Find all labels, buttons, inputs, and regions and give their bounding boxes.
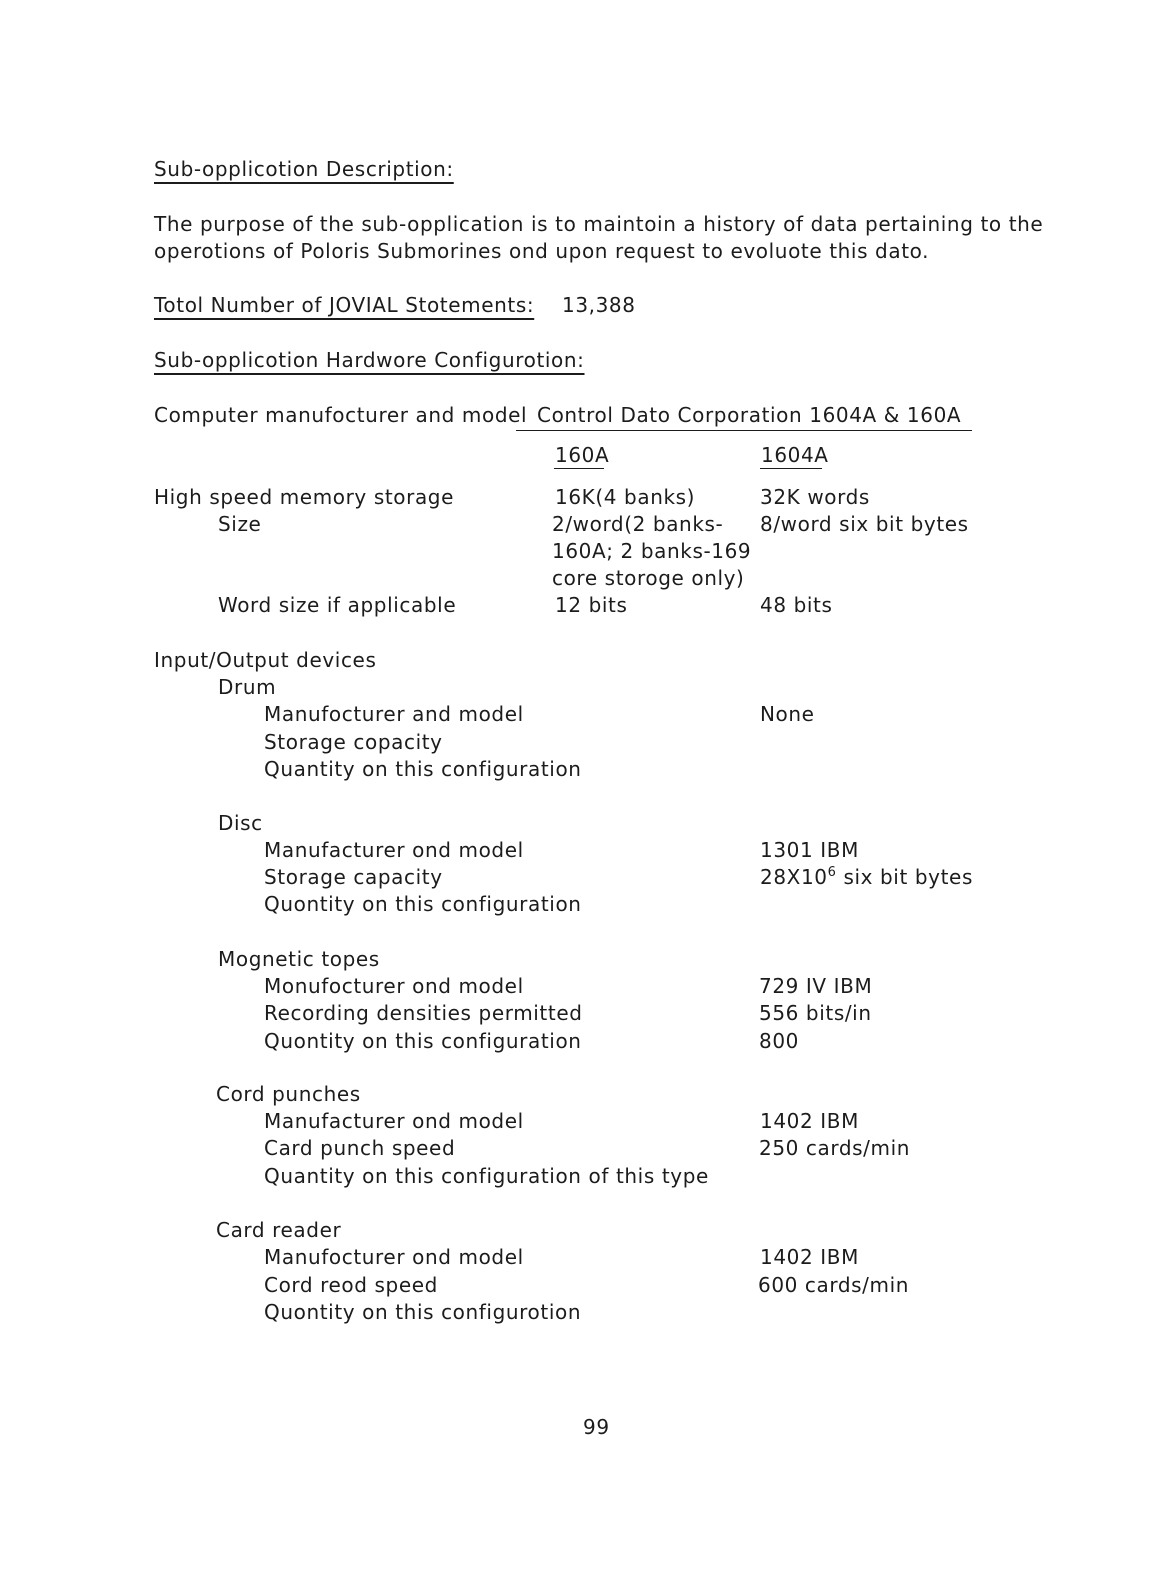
- drum-mfr-label: Manufocturer and model: [264, 702, 524, 726]
- tapes-density-value: 556 bits/in: [759, 1001, 872, 1025]
- punch-speed-value: 250 cards/min: [759, 1136, 911, 1160]
- description-line-2: operotions of Poloris Submorines ond upon request to evoluote this dato.: [154, 239, 930, 263]
- tapes-quantity-label: Quontity on this configuration: [264, 1029, 582, 1053]
- reader-mfr-label: Manufocturer ond model: [264, 1245, 524, 1269]
- column-header-160a: 160A: [555, 443, 610, 467]
- memory-bytes-160a-line-1: 2/word(2 banks-: [552, 512, 724, 536]
- reader-label: Card reader: [216, 1218, 342, 1242]
- memory-size-label: Size: [218, 512, 262, 536]
- reader-quantity-label: Quontity on this configurotion: [264, 1300, 582, 1324]
- memory-size-1604a: 32K words: [760, 485, 870, 509]
- heading-hardware: Sub-opplicotion Hardwore Configurotion:: [154, 348, 585, 372]
- drum-mfr-value: None: [760, 702, 815, 726]
- word-size-label: Word size if applicable: [218, 593, 457, 617]
- tapes-density-label: Recording densities permitted: [264, 1001, 583, 1025]
- computer-value-rule: [516, 430, 972, 431]
- heading-description: Sub-opplicotion Description:: [154, 157, 454, 181]
- computer-label: Computer manufocturer and model: [154, 403, 528, 427]
- word-size-1604a: 48 bits: [760, 593, 833, 617]
- reader-speed-value: 600 cards/min: [758, 1273, 910, 1297]
- punch-quantity-label: Quantity on this configuration of this type: [264, 1164, 709, 1188]
- page-number: 99: [583, 1415, 610, 1439]
- disc-quantity-label: Quontity on this configuration: [264, 892, 582, 916]
- description-line-1: The purpose of the sub-opplication is to maintoin a history of data pertaining to the: [154, 212, 1044, 236]
- drum-capacity-label: Storage copacity: [264, 730, 443, 754]
- word-size-160a: 12 bits: [555, 593, 628, 617]
- column-header-1604a: 1604A: [761, 443, 829, 467]
- disc-mfr-label: Manufacturer ond model: [264, 838, 524, 862]
- reader-mfr-value: 1402 IBM: [760, 1245, 859, 1269]
- tapes-mfr-value: 729 IV IBM: [759, 974, 873, 998]
- punch-mfr-label: Manufacturer ond model: [264, 1109, 524, 1133]
- memory-size-160a: 16K(4 banks): [555, 485, 696, 509]
- punch-label: Cord punches: [216, 1082, 361, 1106]
- tapes-mfr-label: Monufocturer ond model: [264, 974, 524, 998]
- disc-label: Disc: [218, 811, 263, 835]
- column-header-160a-rule: [554, 468, 604, 469]
- statements-value: 13,388: [562, 293, 636, 317]
- reader-speed-label: Cord reod speed: [264, 1273, 438, 1297]
- disc-mfr-value: 1301 IBM: [760, 838, 859, 862]
- drum-quantity-label: Quantity on this configuration: [264, 757, 582, 781]
- disc-capacity-label: Storage capacity: [264, 865, 443, 889]
- drum-label: Drum: [218, 675, 277, 699]
- memory-bytes-1604a: 8/word six bit bytes: [760, 512, 969, 536]
- statements-label: Totol Number of JOVIAL Stotements:: [154, 293, 535, 317]
- punch-mfr-value: 1402 IBM: [760, 1109, 859, 1133]
- memory-bytes-160a-line-3: core storoge only): [552, 566, 745, 590]
- memory-label: High speed memory storage: [154, 485, 454, 509]
- memory-bytes-160a-line-2: 160A; 2 banks-169: [552, 539, 752, 563]
- column-header-1604a-rule: [760, 468, 822, 469]
- disc-capacity-value: $28X10^6$ six bit bytes: [760, 865, 973, 889]
- tapes-quantity-value: 800: [759, 1029, 799, 1053]
- computer-value: Control Dato Corporation 1604A & 160A: [537, 403, 962, 427]
- punch-speed-label: Card punch speed: [264, 1136, 456, 1160]
- tapes-label: Mognetic topes: [218, 947, 380, 971]
- io-label: Input/Output devices: [154, 648, 377, 672]
